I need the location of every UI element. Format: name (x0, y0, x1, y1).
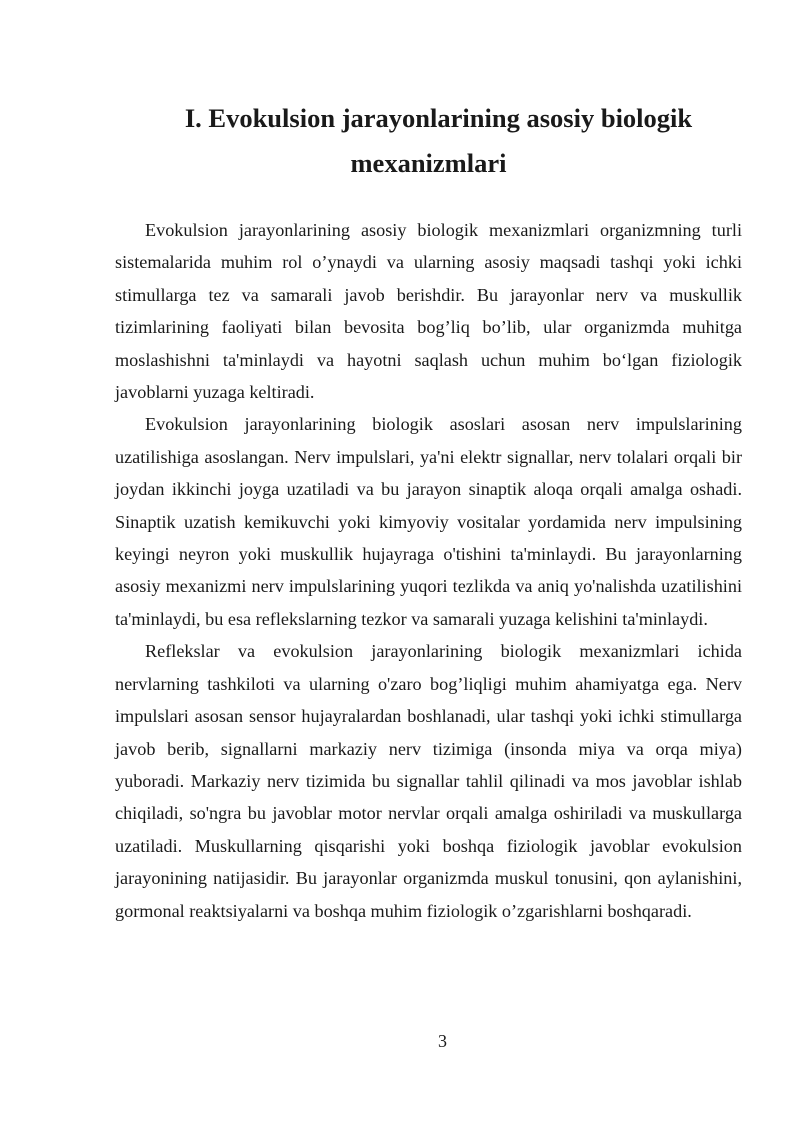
paragraph-3: Reflekslar va evokulsion jarayonlarining biologik mexanizmlari ichida nervlarning tashkiloti va ularning o'zaro bog’liqligi muhim ahamiyatga ega. Nerv impulslari asosan sensor hujayralardan boshlanadi, ular tashqi yoki ichki stimullarga javob berib, signallarni markaziy nerv tizimiga (insonda miya va orqa miya) yuboradi. Markaziy nerv tizimida bu signallar tahlil qilinadi va mos javoblar ishlab chiqiladi, so'ngra bu javoblar motor nervlar orqali amalga oshiriladi va muskullarga uzatiladi. Muskullarning qisqarishi yoki boshqa fiziologik javoblar evokulsion jarayonining natijasidir. Bu jarayonlar organizmda muskul tonusini, qon aylanishini, gormonal reaktsiyalarni va boshqa muhim fiziologik o’zgarishlarni boshqaradi. (115, 641, 742, 921)
section-title: I. Evokulsion jarayonlarining asosiy biologik mexanizmlari (184, 103, 693, 178)
paragraph-2: Evokulsion jarayonlarining biologik asoslari asosan nerv impulslarining uzatilishiga asoslangan. Nerv impulslari, ya'ni elektr signallar, nerv tolalari orqali bir joydan ikkinchi joyga uzatiladi va bu jarayon sinaptik aloqa orqali amalga oshadi. Sinaptik uzatish kemikuvchi yoki kimyoviy vositalar yordamida nerv impulsining keyingi neyron yoki muskullik hujayraga o'tishini ta'minlaydi. Bu jarayonlarning asosiy mexanizmi nerv impulslarining yuqori tezlikda va aniq yo'nalishda uzatilishini ta'minlaydi, bu esa reflekslarning tezkor va samarali yuzaga kelishini ta'minlaydi. (115, 414, 742, 629)
page-number: 3 (438, 1031, 447, 1051)
paragraph-1: Evokulsion jarayonlarining asosiy biologik mexanizmlari organizmning turli sistemalarida muhim rol o’ynaydi va ularning asosiy maqsadi tashqi yoki ichki stimullarga tez va samarali javob berishdir. Bu jarayonlar nerv va muskullik tizimlarining faoliyati bilan bevosita bog’liq bo’lib, ular organizmda muhitga moslashishni ta'minlaydi va hayotni saqlash uchun muhim bo‘lgan fiziologik javoblarni yuzaga keltiradi. (115, 220, 742, 403)
body-text (115, 214, 742, 927)
